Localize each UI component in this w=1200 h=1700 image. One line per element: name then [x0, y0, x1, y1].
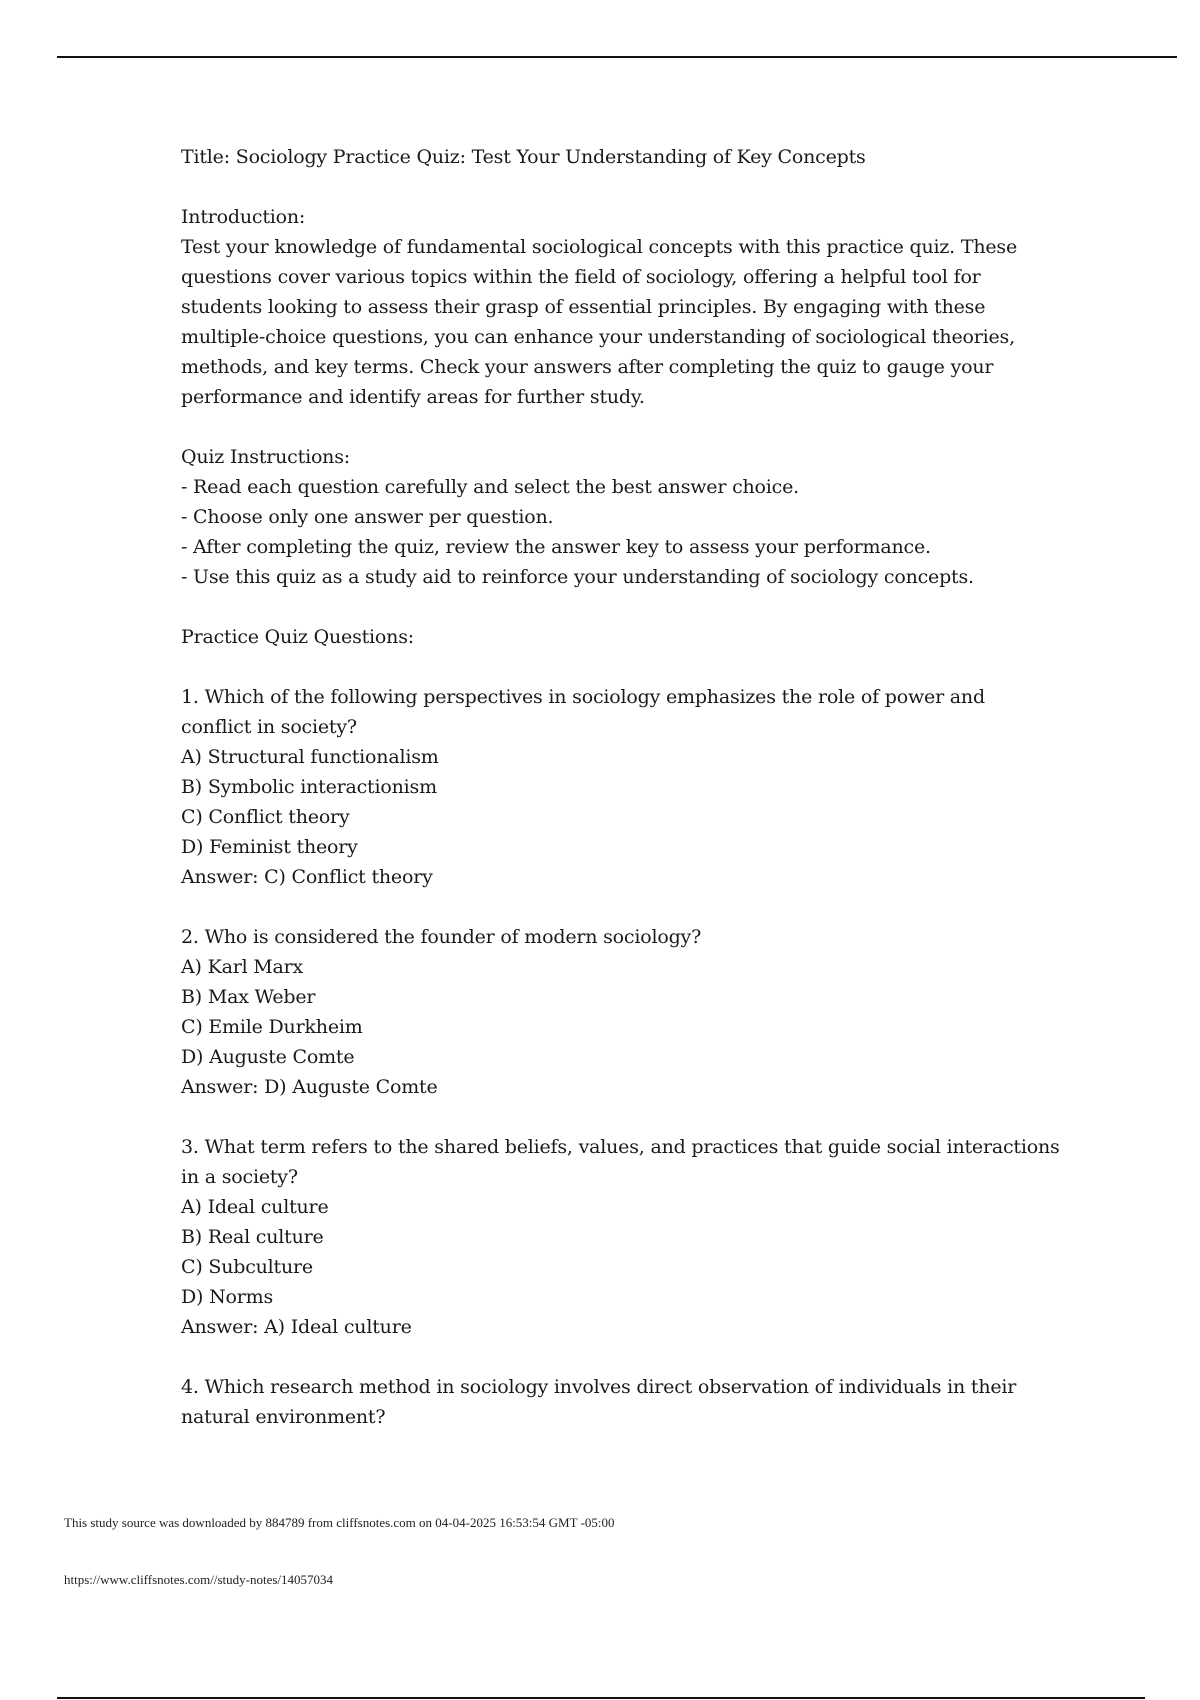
source-url[interactable]: https://www.cliffsnotes.com//study-notes/14057034	[64, 1572, 334, 1587]
question-3	[181, 1132, 1061, 1342]
answer-option: B) Max Weber	[181, 986, 316, 1008]
question-1	[181, 682, 1061, 892]
instruction-item: - After completing the quiz, review the answer key to assess your performance.	[181, 536, 931, 558]
introduction-line: questions cover various topics within the field of sociology, offering a helpful tool for	[181, 266, 981, 288]
answer-key: Answer: D) Auguste Comte	[181, 1076, 438, 1098]
question-text: 1. Which of the following perspectives in sociology emphasizes the role of power and	[181, 686, 985, 708]
document-title: Title: Sociology Practice Quiz: Test Your Understanding of Key Concepts	[181, 146, 866, 168]
answer-option: C) Subculture	[181, 1256, 313, 1278]
introduction-line: multiple-choice questions, you can enhance your understanding of sociological theories,	[181, 326, 1015, 348]
answer-key: Answer: C) Conflict theory	[181, 866, 433, 888]
introduction-line: methods, and key terms. Check your answers after completing the quiz to gauge your	[181, 356, 994, 378]
answer-option: A) Karl Marx	[181, 956, 304, 978]
question-text: conflict in society?	[181, 716, 357, 738]
question-text: natural environment?	[181, 1406, 386, 1428]
introduction-line: performance and identify areas for further study.	[181, 386, 645, 408]
introduction-heading: Introduction:	[181, 206, 306, 228]
instruction-item: - Use this quiz as a study aid to reinforce your understanding of sociology concepts.	[181, 566, 974, 588]
answer-option: C) Conflict theory	[181, 806, 350, 828]
answer-option: D) Auguste Comte	[181, 1046, 355, 1068]
questions-heading: Practice Quiz Questions:	[181, 626, 414, 648]
introduction-line: students looking to assess their grasp of essential principles. By engaging with these	[181, 296, 986, 318]
answer-option: B) Real culture	[181, 1226, 324, 1248]
instructions-list	[181, 472, 1061, 592]
question-text: in a society?	[181, 1166, 298, 1188]
introduction-line: Test your knowledge of fundamental sociological concepts with this practice quiz. These	[181, 236, 1017, 258]
question-2	[181, 922, 1061, 1102]
top-rule	[57, 56, 1177, 58]
answer-option: B) Symbolic interactionism	[181, 776, 437, 798]
answer-option: A) Structural functionalism	[181, 746, 439, 768]
answer-key: Answer: A) Ideal culture	[181, 1316, 412, 1338]
document-body	[181, 142, 1061, 1432]
instruction-item: - Read each question carefully and select the best answer choice.	[181, 476, 799, 498]
question-text: 4. Which research method in sociology involves direct observation of individuals in their	[181, 1376, 1017, 1398]
instructions-heading: Quiz Instructions:	[181, 446, 350, 468]
question-text: 2. Who is considered the founder of modern sociology?	[181, 926, 702, 948]
instruction-item: - Choose only one answer per question.	[181, 506, 554, 528]
question-4	[181, 1372, 1061, 1432]
answer-option: A) Ideal culture	[181, 1196, 329, 1218]
bottom-rule	[57, 1697, 1145, 1699]
answer-option: D) Norms	[181, 1286, 273, 1308]
answer-option: C) Emile Durkheim	[181, 1016, 363, 1038]
answer-option: D) Feminist theory	[181, 836, 358, 858]
introduction-paragraph	[181, 232, 1061, 412]
download-source-note: This study source was downloaded by 884789 from cliffsnotes.com on 04-04-2025 16:53:54 GMT -05:00	[64, 1515, 615, 1530]
question-text: 3. What term refers to the shared beliefs, values, and practices that guide social interactions	[181, 1136, 1060, 1158]
